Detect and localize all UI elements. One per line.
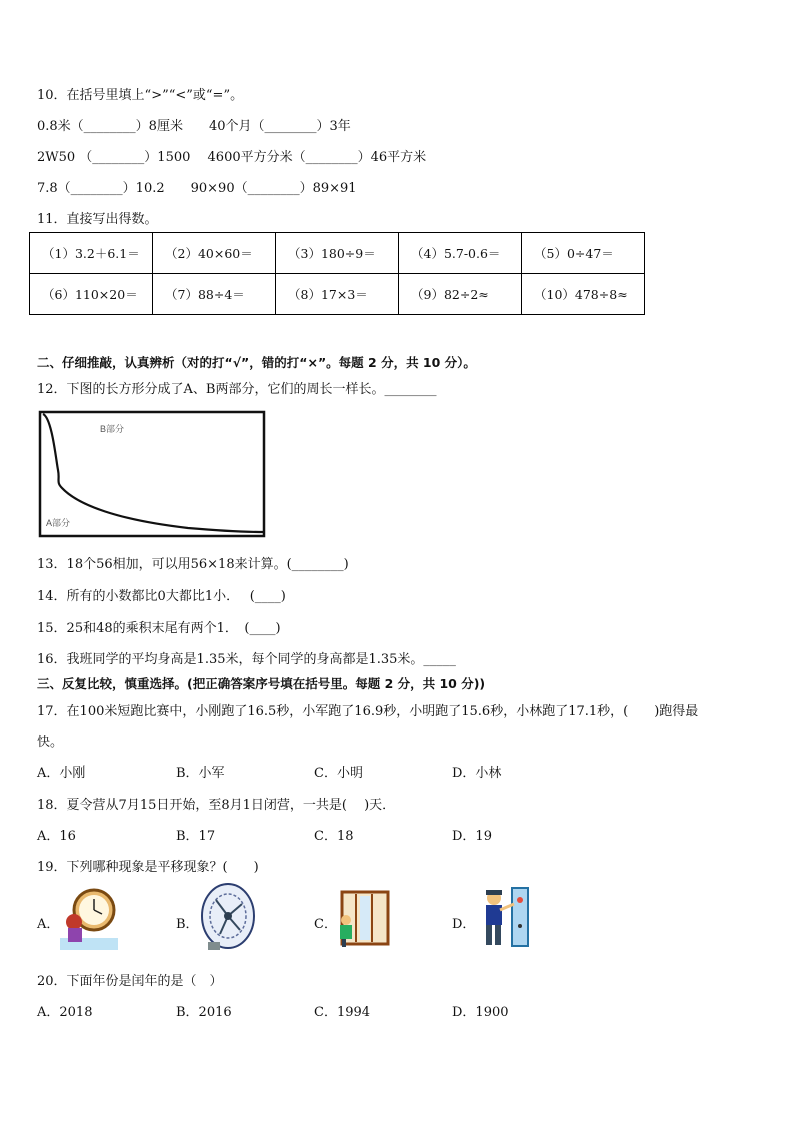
q10-row-3: 7.8（________）10.2 90×90（________）89×91 — [37, 181, 357, 196]
q10-row-2: 2W50 （________）1500 4600平方分米（________）46平方米 — [37, 150, 427, 165]
q18-text: 18．夏令营从7月15日开始，至8月1日闭营，一共是( )天． — [37, 798, 396, 813]
calc-cell: （3）180÷9＝ — [276, 233, 399, 274]
q14-text: 14．所有的小数都比0大都比1小． (____) — [37, 589, 286, 604]
q19-option-a[interactable]: A． — [37, 917, 60, 932]
table-row — [30, 233, 645, 274]
q17-option-c[interactable]: C．小明 — [314, 766, 363, 781]
q15-text: 15．25和48的乘积末尾有两个1． (____) — [37, 621, 281, 636]
calc-cell: （7）88÷4＝ — [153, 274, 276, 315]
q16-text: 16．我班同学的平均身高是1.35米，每个同学的身高都是1.35米。_____ — [37, 652, 456, 667]
q18-option-b[interactable]: B．17 — [176, 829, 216, 844]
q19-option-b[interactable]: B． — [176, 917, 199, 932]
calc-cell: （9）82÷2≈ — [399, 274, 522, 315]
calc-cell: （2）40×60＝ — [153, 233, 276, 274]
q17-option-a[interactable]: A．小刚 — [37, 766, 86, 781]
q12-text: 12．下图的长方形分成了A、B两部分，它们的周长一样长。________ — [37, 382, 437, 397]
calc-cell: （4）5.7-0.6＝ — [399, 233, 522, 274]
q19-option-d[interactable]: D． — [452, 917, 476, 932]
calc-cell: （8）17×3＝ — [276, 274, 399, 315]
calc-table — [29, 232, 645, 315]
q18-option-a[interactable]: A．16 — [37, 829, 76, 844]
q13-text: 13．18个56相加，可以用56×18来计算。(________) — [37, 557, 349, 572]
q17-option-d[interactable]: D．小林 — [452, 766, 502, 781]
label-a: A部分 — [46, 518, 71, 528]
q10-title: 10．在括号里填上“>”“<”或“=”。 — [37, 88, 244, 103]
section-2-heading: 二、仔细推敲，认真辨析（对的打“√”，错的打“×”。每题 2 分，共 10 分）。 — [37, 355, 476, 370]
label-b: B部分 — [100, 424, 125, 434]
q20-option-d[interactable]: D．1900 — [452, 1005, 509, 1020]
q18-option-c[interactable]: C．18 — [314, 829, 354, 844]
rectangle-figure — [38, 410, 266, 538]
q11-title: 11．直接写出得数。 — [37, 212, 158, 227]
q20-option-b[interactable]: B．2016 — [176, 1005, 232, 1020]
q10-row-1: 0.8米（________）8厘米 40个月（________）3年 — [37, 119, 351, 134]
rectangle-border — [40, 412, 264, 536]
fan-picture — [198, 880, 256, 952]
calc-cell: （10）478÷8≈ — [522, 274, 645, 315]
q17-text-line-1: 17．在100米短跑比赛中，小刚跑了16.5秒，小军跑了16.9秒，小明跑了15.6秒，小林跑了17.1秒，( )跑得最 — [37, 704, 699, 719]
table-row — [30, 274, 645, 315]
calc-cell: （1）3.2＋6.1＝ — [30, 233, 153, 274]
window-picture — [336, 890, 392, 948]
clock-picture — [60, 886, 118, 950]
q17-option-b[interactable]: B．小军 — [176, 766, 225, 781]
calc-cell: （5）0÷47＝ — [522, 233, 645, 274]
q20-option-c[interactable]: C．1994 — [314, 1005, 371, 1020]
section-3-heading: 三、反复比较，慎重选择。(把正确答案序号填在括号里。每题 2 分，共 10 分)) — [37, 676, 486, 691]
q20-text: 20．下面年份是闰年的是（ ） — [37, 974, 223, 989]
q19-option-c[interactable]: C． — [314, 917, 337, 932]
q17-text-line-2: 快。 — [37, 735, 64, 750]
calc-cell: （6）110×20＝ — [30, 274, 153, 315]
q20-option-a[interactable]: A．2018 — [37, 1005, 93, 1020]
person-pushing-picture — [476, 886, 532, 950]
q18-option-d[interactable]: D．19 — [452, 829, 492, 844]
q19-text: 19．下列哪种现象是平移现象？( ) — [37, 860, 259, 875]
